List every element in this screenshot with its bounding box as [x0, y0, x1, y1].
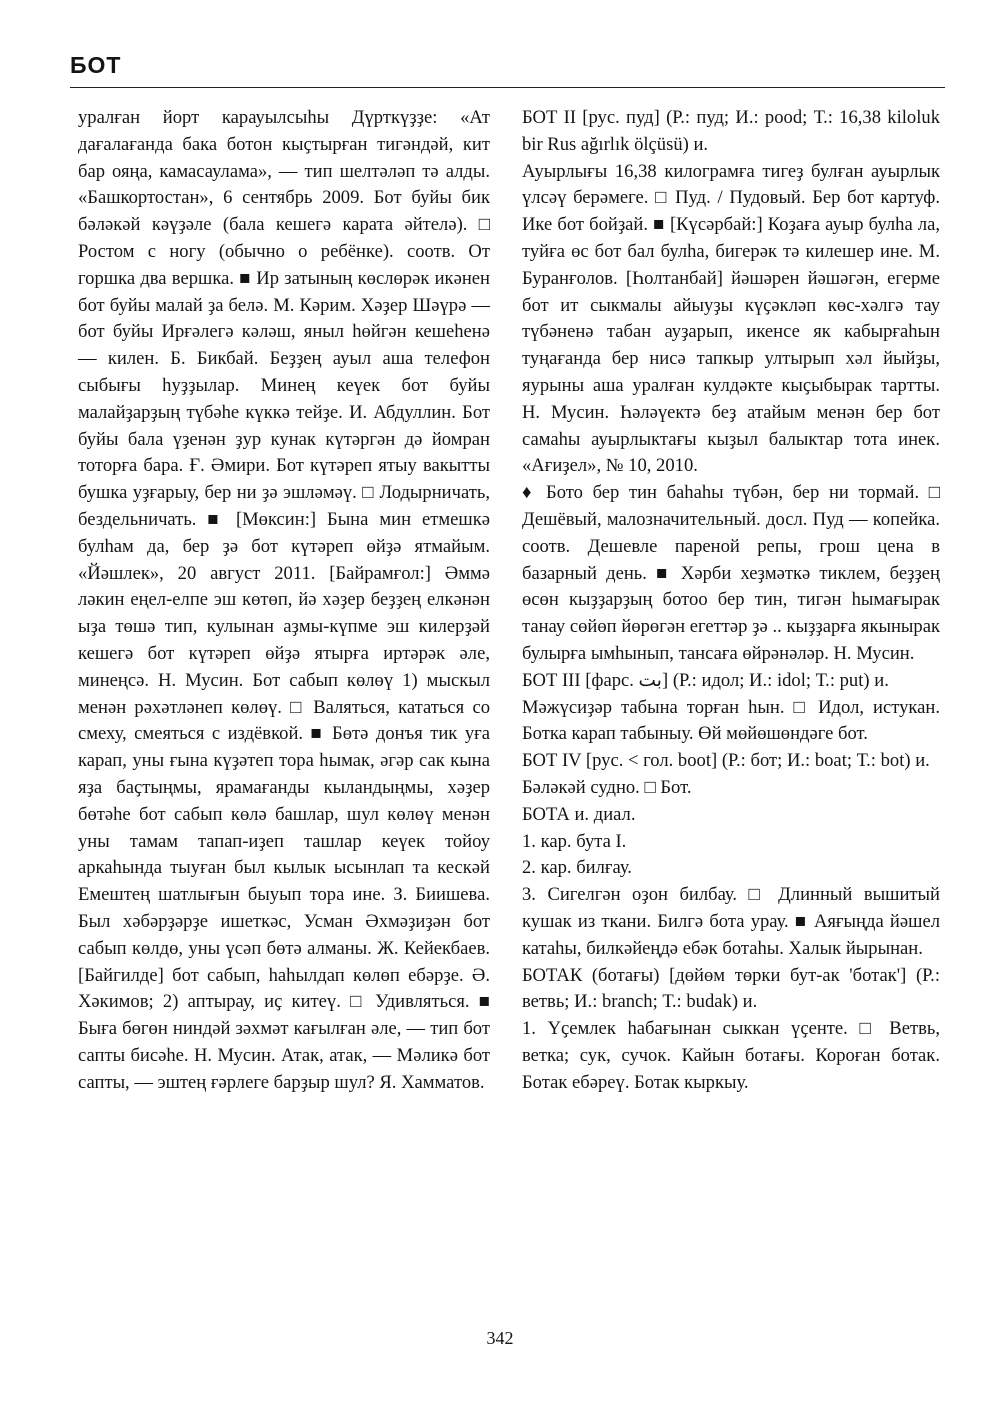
entry-bot-4-body: Бәләкәй судно. □ Бот.: [522, 776, 692, 798]
entry-bot-3-body: Мәжүсиҙәр табына торған һын. □ Идол, истукан. Ботка карап табыныу. Өй мөйөшөндәге бот.: [522, 696, 940, 745]
entry-botak-head: БОТАК (ботағы) [дөйөм төрки бут-ак 'ботак'] (Р.: ветвь; И.: branch; Т.: budak) и.: [522, 964, 940, 1013]
entry-botak-sense-1: 1. Үҫемлек һабағынан сыккан үҫенте. □ Ветвь, ветка; сук, сучок. Кайын ботағы. Короған ботак. Ботак ебәреү. Ботак кыркыу.: [522, 1018, 940, 1093]
entry-text: уралған йорт карауылсыһы Дүрткүҙҙе: «Ат дағалағанда бака ботон кыҫтырған тигәндәй, кит бар ояңа, камасаулама», — тип шелтәләп тә алды. «Башкортостан», 6 сентябрь 2009. Бот буйы бик бәләкәй кәүҙәле (бала кешегә карата әйтелә). □ Ростом с ногу (обычно о ребёнке). соотв. От горшка два вершка. ■ Ир затының көслөрәк икәнен бот буйы малай ҙа белә. М. Кәрим. Хәҙер Шәүрә — бот буйы Ирғәлегә кәләш, яныл һөйгән кешеһенә — килен. Б. Бикбай. Беҙҙең ауыл аша телефон сыбығы һуҙҙылар. Минең кеүек бот буйы малайҙарҙың түбәһе күккә тейҙе. И. Абдуллин. Бот буйы бала үҙенән ҙур кунак күтәргән дә йомран тоторға бара. Ғ. Әмири. Бот күтәреп ятыу вакытты бушка уҙғарыу, бер ни ҙә эшләмәү. □ Лодырничать, бездельничать. ■ [Мөксин:] Бына мин етмешкә булһам да, бер ҙә бот күтәреп өйҙә ятмайым. «Йәшлек», 20 август 2011. [Байрамғол:] Әммә ләкин еңел-елпе эш көтөп, йә хәҙер беҙҙең елкәнән ыҙа төшә тип, кулынан аҙмы-күпме эш килерҙәй кешегә бот күтәреп өйҙә ятырға иртәрәк әле, минеңсә. Н. Мусин. Бот сабып көлөү 1) мыскыл менән рәхәтләнеп көлөү. □ Валяться, кататься со смеху, смеяться с издёвкой. ■ Бөтә донъя тик уға карап, уны ғына күҙәтеп тора һымак, әгәр сак кына яҙа баҫтыңмы, ярамағанды кыландыңмы, хәҙер бөтәһе бот сабып көлә башлар, шул көлөү менән уны тамам тапап-иҙеп ташлар кеүек тойоу аркаһында тыуған был кылык ысынлап та кескәй Емештең шатлығын быуып тора ине. З. Биишева. Был хәбәрҙәрҙе ишеткәс, Усман Әхмәҙиҙән бот сабып көлдө, уны үсәп бөтә алманы. Ж. Кейекбаев. [Байгилде] бот сабып, һаһылдап көлөп ебәрҙе. Ә. Хәкимов; 2) аптырау, иҫ китеү. □ Удивляться. ■ Быға бөгөн ниндәй зәхмәт кағылған әле, — тип бот сапты бисәһе. Н. Мусин. Атак, атак, — Мәликә бот сапты, — эштең ғәрлеге барҙыр шул? Я. Хамматов.: [78, 107, 490, 1093]
entry-bot-2-body: Ауырлығы 16,38 килограмға тигеҙ булған ауырлык үлсәү берәмеге. □ Пуд. / Пудовый. Бер бот картуф. Ике бот бойҙай. ■ [Күсәрбай:] Коҙаға ауыр булһа ла, туйға өс бот бал булһа, бигерәк тә килешер ине. М. Буранғолов. [Һолтанбай] йәшәрен йәшәгән, егерме бот ит сыкмалы айыуҙы күҫәкләп көс-хәлгә тау түбәненә табан ауҙарып, икенсе як кабырғаһын туңағанда бер нисә тапкыр ултырып хәл йыйҙы, яурыны аша уралған кулдәкте кыҫыбырак тартты. Н. Мусин. Һәләүектә беҙ атайым менән бер бот самаһы ауырлыктағы кыҙыл балыктар тота инек. «Ағиҙел», № 10, 2010.: [522, 160, 940, 477]
right-column: [522, 105, 940, 1096]
page-number: 342: [486, 1328, 514, 1348]
entry-bota-sense-3: 3. Сигелгән оҙон билбау. □ Длинный вышитый кушак из ткани. Билгә бота урау. ■ Аяғыңда йәшел катаһы, билкәйеңдә ебәк ботаһы. Халык йырынан.: [522, 884, 940, 959]
entry-bot-2-head: БОТ II [рус. пуд] (Р.: пуд; И.: pood; Т.: 16,38 kiloluk bir Rus ağırlık ölçüsü) и.: [522, 107, 940, 155]
entry-bot-3-head: БОТ III [фарс. بت] (Р.: идол; И.: idol; Т.: put) и.: [522, 669, 889, 691]
idiom-boto-ber-tin: ♦ Бото бер тин баһаһы түбән, бер ни тормай. □ Дешёвый, малозначительный. досл. Пуд — копейка. соотв. Дешевле пареной репы, грош цена в базарный день. ■ Хәрби хеҙмәткә тиклем, беҙҙең өсөн кыҙҙарҙың ботоо бер тин, тигән һымағырак танау сөйөп йөрөгән егеттәр ҙә .. кыҙҙарға якынырак булырға ымһынып, тансаға өйрәнәләр. Н. Мусин.: [522, 482, 940, 664]
entry-bota-sense-1: 1. кар. бута I.: [522, 830, 627, 852]
entry-bota-head: БОТА и. диал.: [522, 803, 636, 825]
entry-bot-4-head: БОТ IV [рус. < гол. boot] (Р.: бот; И.: boat; Т.: bot) и.: [522, 750, 930, 772]
running-header: БОТ: [70, 52, 122, 78]
left-column: [78, 105, 490, 1096]
header-rule: [70, 87, 945, 88]
entry-bota-sense-2: 2. кар. билғау.: [522, 857, 632, 879]
